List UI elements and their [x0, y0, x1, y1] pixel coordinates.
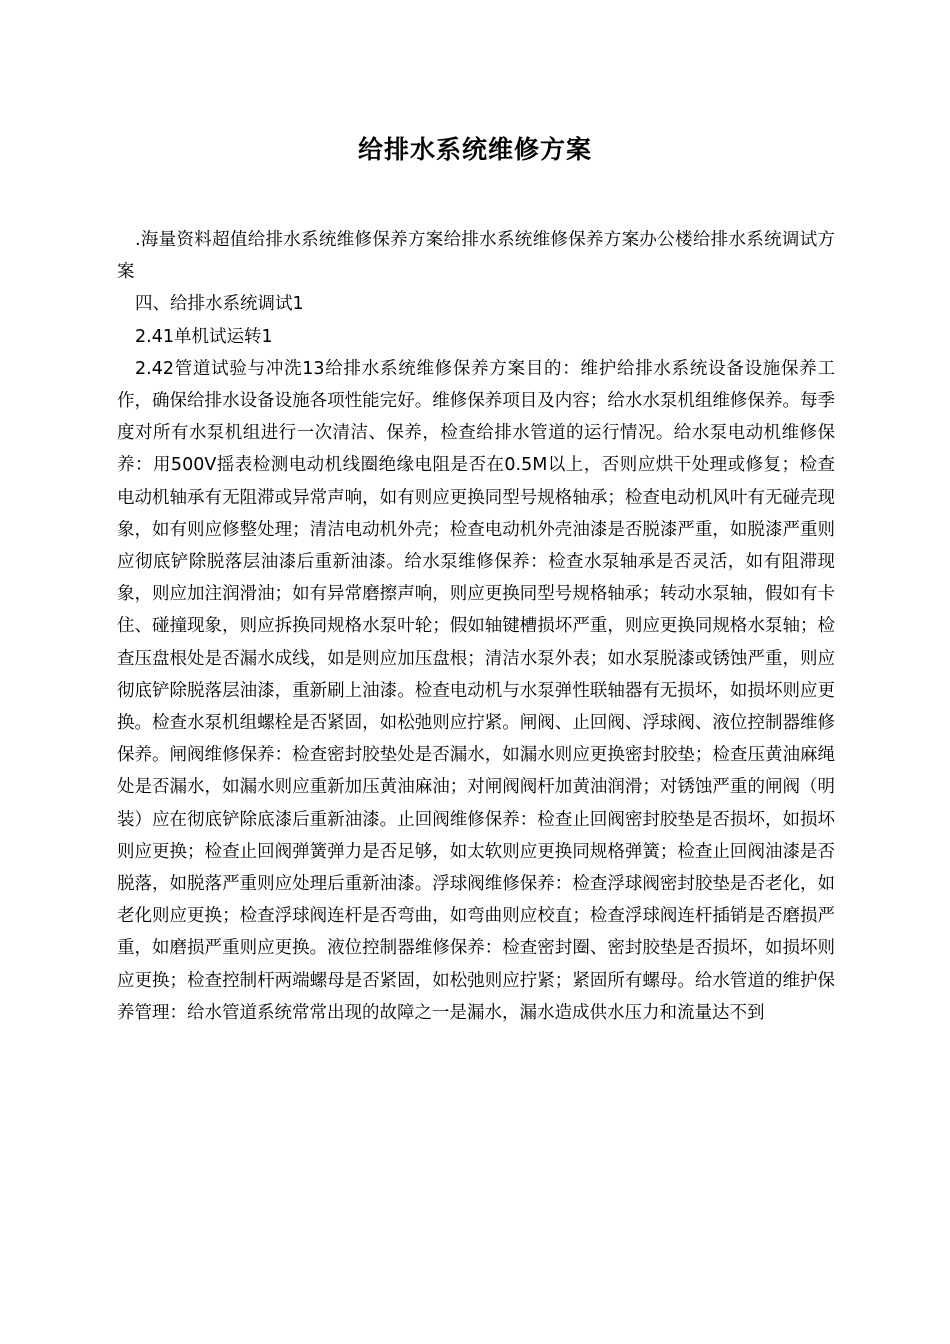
- document-title: 给排水系统维修方案: [357, 135, 592, 164]
- paragraph-intro: .海量资料超值给排水系统维修保养方案给排水系统维修保养方案办公楼给排水系统调试方案: [117, 230, 835, 283]
- paragraph-subsection: 2.41单机试运转1: [135, 326, 273, 347]
- paragraph-main-text: 2.42管道试验与冲洗13给排水系统维修保养方案目的：维护给排水系统设备设施保养工作，确保给排水设备设施各项性能完好。维修保养项目及内容；给水水泵机组维修保养。每季度对所有水泵机组进行一次清洁、保养，检查给排水管道的运行情况。给水泵电动机维修保养：用500V摇表检测电动机线圈绝缘电阻是否在0.5M以上，否则应烘干处理或修复；检查电动机轴承有无阻滞或异常声响，如有则应更换同型号规格轴承；检查电动机风叶有无碰壳现象，如有则应修整处理；清洁电动机外壳；检查电动机外壳油漆是否脱漆严重，如脱漆严重则应彻底铲除脱落层油漆后重新油漆。给水泵维修保养：检查水泵轴承是否灵活，如有阻滞现象，则应加注润滑油；如有异常磨擦声响，则应更换同型号规格轴承；转动水泵轴，假如有卡住、碰撞现象，则应拆换同规格水泵叶轮；假如轴键槽损坏严重，则应更换同规格水泵轴；检查压盘根处是否漏水成线，如是则应加压盘根；清洁水泵外表；如水泵脱漆或锈蚀严重，则应彻底铲除脱落层油漆，重新刷上油漆。检查电动机与水泵弹性联轴器有无损坏，如损坏则应更换。检查水泵机组螺栓是否紧固，如松弛则应拧紧。闸阀、止回阀、浮球阀、液位控制器维修保养。闸阀维修保养：检查密封胶垫处是否漏水，如漏水则应更换密封胶垫；检查压黄油麻绳处是否漏水，如漏水则应重新加压黄油麻油；对闸阀阀杆加黄油润滑；对锈蚀严重的闸阀（明装）应在彻底铲除底漆后重新油漆。止回阀维修保养：检查止回阀密封胶垫是否损坏，如损坏则应更换；检查止回阀弹簧弹力是否足够，如太软则应更换同规格弹簧；检查止回阀油漆是否脱落，如脱落严重则应处理后重新油漆。浮球阀维修保养：检查浮球阀密封胶垫是否老化，如老化则应更换；检查浮球阀连杆是否弯曲，如弯曲则应校直；检查浮球阀连杆插销是否磨损严重，如磨损严重则应更换。液位控制器维修保养：检查密封圈、密封胶垫是否损坏，如损坏则应更换；检查控制杆两端螺母是否紧固，如松弛则应拧紧；紧固所有螺母。给水管道的维护保养管理：给水管道系统常常出现的故障之一是漏水，漏水造成供水压力和流量达不到: [117, 358, 835, 1023]
- document-body: [117, 224, 835, 1029]
- paragraph-section-heading: 四、给排水系统调试1: [135, 294, 304, 315]
